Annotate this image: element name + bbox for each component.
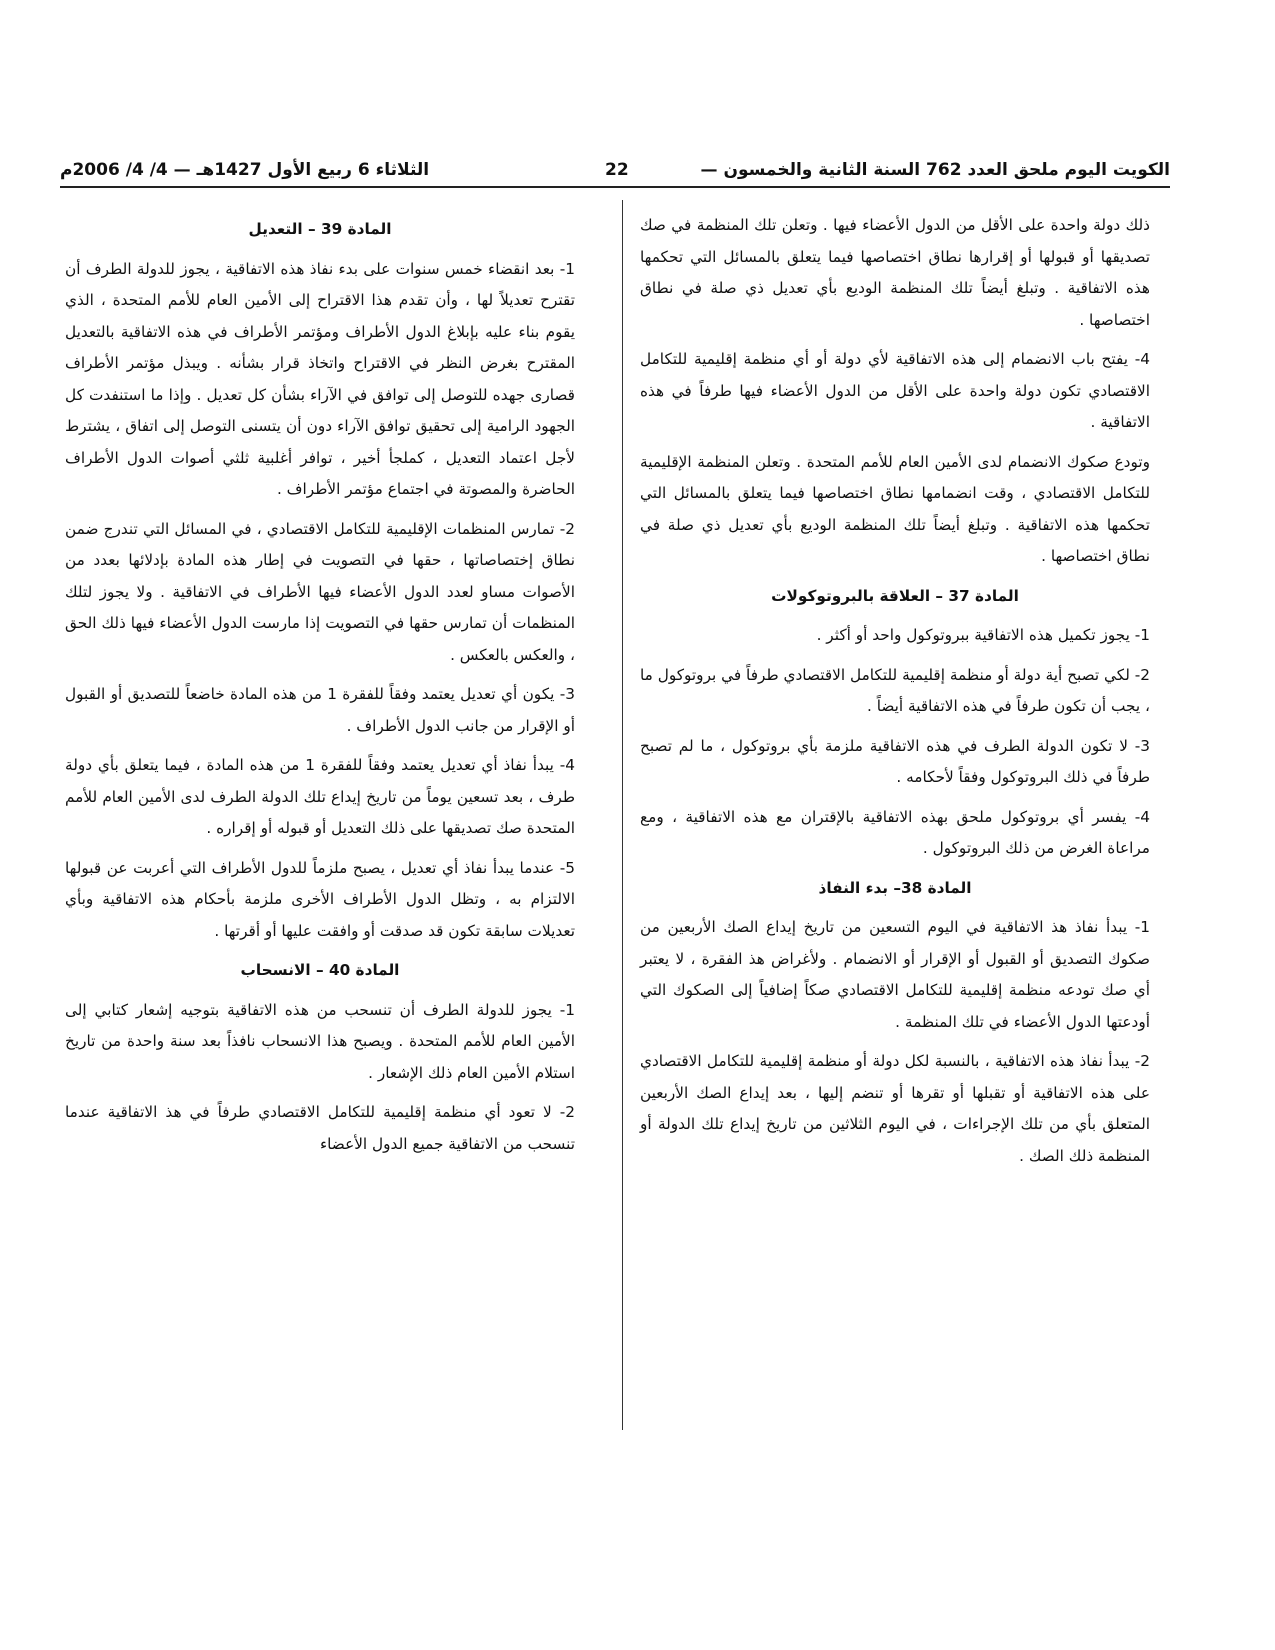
paragraph: 4- يبدأ نفاذ أي تعديل يعتمد وفقاً للفقرة 1 من هذه المادة ، فيما يتعلق بأي دولة طرف ، بعد تسعين يوماً من تاريخ إيداع تلك الدولة الطرف لدى الأمين العام للأمم المتحدة صك تصديقها على ذلك التعديل أو قبوله أو إقراره .	[65, 756, 575, 837]
paragraph: 1- يجوز تكميل هذه الاتفاقية ببروتوكول واحد أو أكثر .	[816, 626, 1150, 644]
paragraph: 3- يكون أي تعديل يعتمد وفقاً للفقرة 1 من هذه المادة خاضعاً للتصديق أو القبول أو الإقرار من جانب الدول الأطراف .	[65, 685, 575, 735]
article-38-title: المادة 38– بدء النفاذ	[818, 878, 972, 897]
page-header	[60, 150, 1170, 190]
paragraph: 2- يبدأ نفاذ هذه الاتفاقية ، بالنسبة لكل دولة أو منظمة إقليمية للتكامل الاقتصادي على هذه الاتفاقية أو تقبلها أو تقرها أو تنضم إليها ، بعد إيداع الصك الأربعين المتعلق بأي من تلك الإجراءات ، في اليوم الثلاثين من تاريخ إيداع تلك الدولة أو المنظمة ذلك الصك .	[640, 1052, 1150, 1165]
article-40-title: المادة 40 – الانسحاب	[240, 961, 400, 979]
header-page-number: 22	[605, 160, 629, 180]
header-date: الثلاثاء 6 ربيع الأول 1427هـ — 4/ 4/ 2006م	[60, 160, 430, 180]
header-publication: الكويت اليوم ملحق العدد 762 السنة الثانية والخمسون —	[700, 160, 1170, 180]
paragraph: وتودع صكوك الانضمام لدى الأمين العام للأمم المتحدة . وتعلن المنظمة الإقليمية للتكامل الاقتصادي ، وقت انضمامها نطاق اختصاصها فيما يتعلق بالمسائل التي تحكمها هذه الاتفاقية . وتبلغ أيضاً تلك المنظمة الوديع بأي تعديل ذي صلة في نطاق اختصاصها .	[640, 452, 1150, 565]
paragraph: 2- لا تعود أي منظمة إقليمية للتكامل الاقتصادي طرفاً في هذ الاتفاقية عندما تنسحب من الاتفاقية جميع الدول الأعضاء	[65, 1103, 575, 1153]
paragraph: 1- بعد انقضاء خمس سنوات على بدء نفاذ هذه الاتفاقية ، يجوز للدولة الطرف أن تقترح تعديلاً لها ، وأن تقدم هذا الاقتراح إلى الأمين العام للأمم المتحدة ، الذي يقوم بناء عليه بإبلاغ الدول الأطراف ومؤتمر الأطراف في هذه الاتفاقية بالتعديل المقترح بغرض النظر في الاقتراح واتخاذ قرار بشأنه . ويبذل مؤتمر الأطراف قصارى جهده للتوصل إلى توافق في الآراء بشأن كل تعديل . وإذا ما استنفدت كل الجهود الرامية إلى تحقيق توافق الآراء دون أن يتسنى التوصل إلى اتفاق ، يشترط لأجل اعتماد التعديل ، كملجأ أخير ، توافر أغلبية ثلثي أصوات الدول الأطراف الحاضرة والمصوتة في اجتماع مؤتمر الأطراف .	[65, 259, 575, 498]
left-column	[65, 210, 575, 1168]
right-column	[640, 210, 1150, 1180]
paragraph: 1- يبدأ نفاذ هذ الاتفاقية في اليوم التسعين من تاريخ إيداع الصك الأربعين من صكوك التصديق أو القبول أو الإقرار أو الانضمام . ولأغراض هذ الفقرة ، لا يعتبر أي صك تودعه منظمة إقليمية للتكامل الاقتصادي صكاً إضافياً إلى الصكوك التي أودعتها الدول الأعضاء في تلك المنظمة .	[640, 918, 1150, 1031]
paragraph: ذلك دولة واحدة على الأقل من الدول الأعضاء فيها . وتعلن تلك المنظمة في صك تصديقها أو قبولها أو إقرارها نطاق اختصاصها فيما يتعلق بالمسائل التي تحكمها هذه الاتفاقية . وتبلغ أيضاً تلك المنظمة الوديع بأي تعديل ذي صلة في نطاق اختصاصها .	[640, 216, 1150, 329]
paragraph: 3- لا تكون الدولة الطرف في هذه الاتفاقية ملزمة بأي بروتوكول ، ما لم تصبح طرفاً في ذلك البروتوكول وفقاً لأحكامه .	[640, 736, 1150, 786]
article-37-title: المادة 37 – العلاقة بالبروتوكولات	[771, 586, 1019, 605]
article-39-title: المادة 39 – التعديل	[248, 220, 392, 238]
paragraph: 5- عندما يبدأ نفاذ أي تعديل ، يصبح ملزماً للدول الأطراف التي أعربت عن قبولها الالتزام به ، وتظل الدول الأطراف الأخرى ملزمة بأحكام هذه الاتفاقية وبأي تعديلات سابقة تكون قد صدقت أو وافقت عليها أو أقرتها .	[65, 858, 575, 940]
paragraph: 2- تمارس المنظمات الإقليمية للتكامل الاقتصادي ، في المسائل التي تندرج ضمن نطاق إختصاصاتها ، حقها في التصويت في إطار هذه المادة بإدلائها بعدد من الأصوات مساو لعدد الدول الأعضاء فيها الأطراف في الاتفاقية . ولا يجوز لتلك المنظمات أن تمارس حقها في التصويت إذا مارست الدول الأعضاء فيها ذلك الحق ، والعكس بالعكس .	[65, 519, 575, 664]
paragraph: 1- يجوز للدولة الطرف أن تنسحب من هذه الاتفاقية بتوجيه إشعار كتابي إلى الأمين العام للأمم المتحدة . ويصبح هذا الانسحاب نافذاً بعد سنة واحدة من تاريخ استلام الأمين العام ذلك الإشعار .	[65, 1000, 575, 1082]
header-rule	[60, 186, 1170, 188]
paragraph: 4- يفسر أي بروتوكول ملحق بهذه الاتفاقية بالإقتران مع هذه الاتفاقية ، ومع مراعاة الغرض من ذلك البروتوكول .	[640, 807, 1150, 857]
paragraph: 2- لكي تصبح أية دولة أو منظمة إقليمية للتكامل الاقتصادي طرفاً في بروتوكول ما ، يجب أن تكون طرفاً في هذه الاتفاقية أيضاً .	[640, 665, 1150, 715]
column-divider	[622, 200, 623, 1430]
paragraph: 4- يفتح باب الانضمام إلى هذه الاتفاقية لأي دولة أو أي منظمة إقليمية للتكامل الاقتصادي تكون دولة واحدة على الأقل من الدول الأعضاء فيها طرفاً في هذه الاتفاقية .	[640, 350, 1150, 431]
